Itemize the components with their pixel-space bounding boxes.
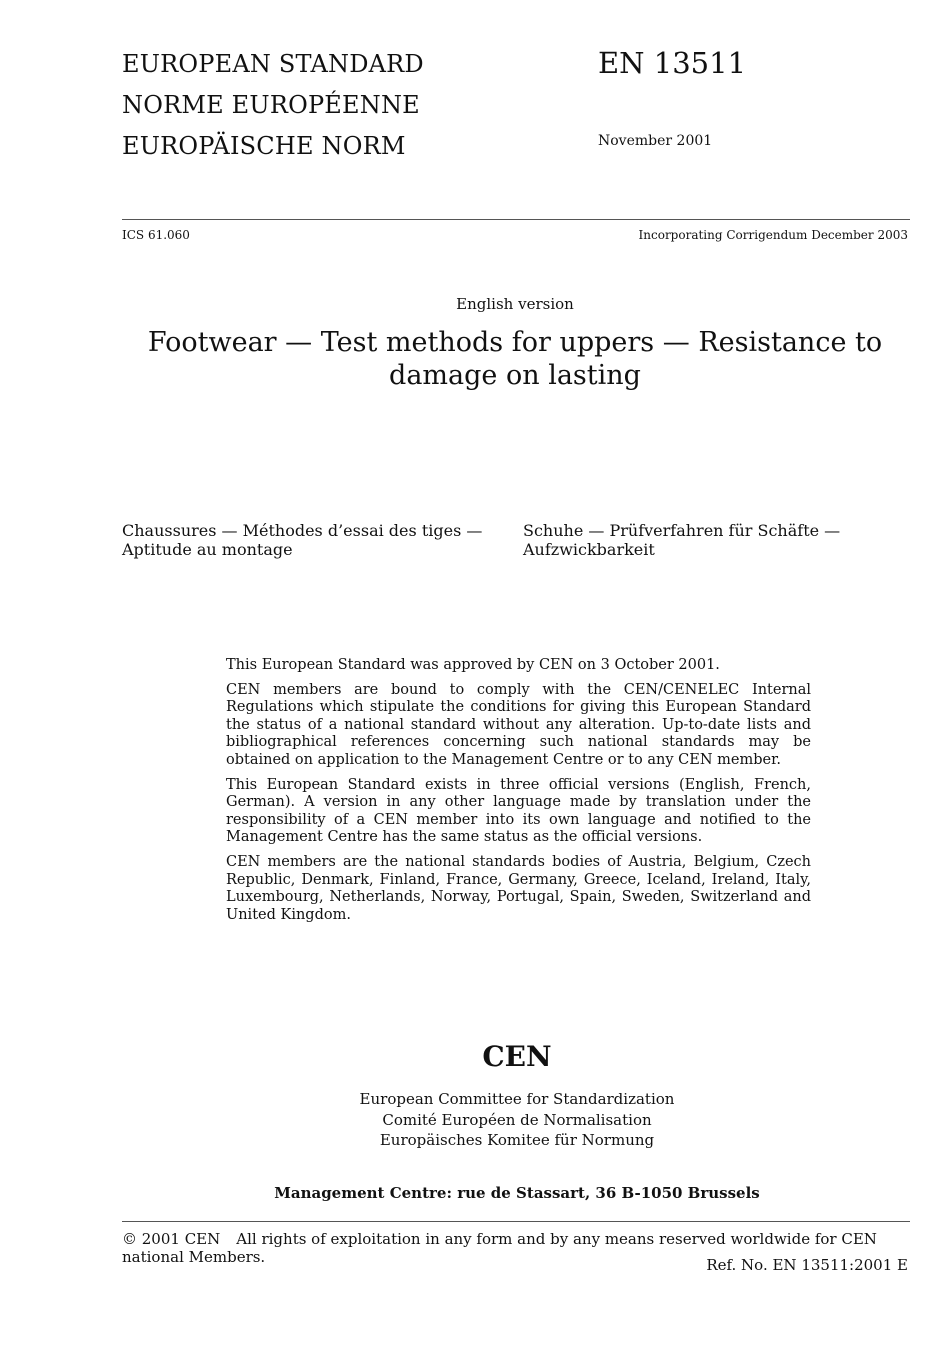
committee-names [0,1089,950,1151]
management-centre-address: Management Centre: rue de Stassart, 36 B-1050 Brussels [274,1184,760,1202]
approval-paragraph: This European Standard was approved by CEN on 3 October 2001. [226,657,720,673]
standard-type-en: EUROPEAN STANDARD [122,50,424,78]
document-title: Footwear — Test methods for uppers — Resistance to damage on lasting [147,327,883,391]
standard-number: EN 13511 [598,46,747,80]
corrigendum-note: Incorporating Corrigendum December 2003 [638,228,908,242]
members-obligation-paragraph: CEN members are bound to comply with the CEN/CENELEC Internal Regulations which stipulate the conditions for giving this European Standard the status of a national standard without any alteration. Up-to-date lists and bibliographical references concerning such national standards may be obtained on application to the Management Centre or to any CEN member. [226,681,811,768]
committee-name-fr: Comité Européen de Normalisation [382,1110,652,1129]
german-title: Schuhe — Prüfverfahren für Schäfte — Aufzwickbarkeit [523,521,841,559]
ics-code: ICS 61.060 [122,228,190,242]
copyright-year: © 2001 CEN [122,1230,221,1248]
header-divider [122,219,910,220]
committee-name-de: Europäisches Komitee für Normung [379,1131,655,1149]
standard-type-block [122,44,424,167]
official-versions-paragraph: This European Standard exists in three official versions (English, French, German). A version in any other language made by translation under the responsibility of a CEN member into its own language and notified to the Management Centre has the same status as the official versions. [226,776,811,846]
committee-name-en: European Committee for Standardization [359,1090,675,1108]
standard-type-de: EUROPÄISCHE NORM [122,132,406,160]
member-countries-paragraph: CEN members are the national standards bodies of Austria, Belgium, Czech Republic, Denmark, Finland, France, Germany, Greece, Iceland, Ireland, Italy, Luxembourg, Netherlands, Norway, Portugal, Spain, Sweden, Switzerland and United Kingdom. [226,853,811,923]
language-version: English version [456,295,574,313]
footer-divider [122,1221,910,1222]
standard-type-fr: NORME EUROPÉENNE [122,91,420,119]
copyright-text: All rights of exploitation in any form and by any means reserved worldwide for CEN national Members. [122,1230,877,1266]
cen-logo: CEN [482,1040,552,1073]
reference-number: Ref. No. EN 13511:2001 E [706,1256,908,1274]
approval-text [226,657,811,931]
publication-date: November 2001 [598,133,713,149]
french-title: Chaussures — Méthodes d’essai des tiges — Aptitude au montage [122,521,483,559]
